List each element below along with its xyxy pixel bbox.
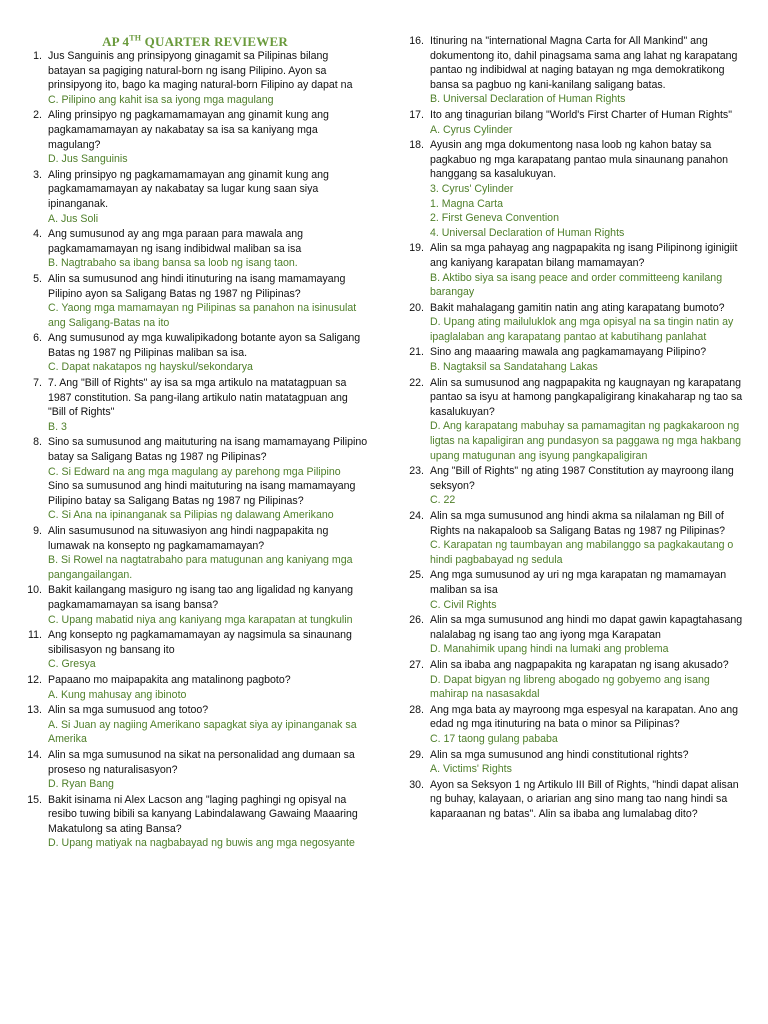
question-text: Alin sa mga sumusunod ang hindi akma sa nilalaman ng Bill of Rights na nakapaloob sa Saligang Batas ng 1987 ng Pilipinas? (430, 510, 726, 537)
answer-option: 2. First Geneva Convention (430, 212, 559, 225)
question-text: Alin sa ibaba ang nagpapakita ng karapatan ng isang akusado? (430, 658, 729, 671)
answer-text: B. Si Rowel na nagtatrabaho para matugunan ang kaniyang mga pangangailangan. (48, 554, 353, 581)
question-text: Alin sa mga pahayag ang nagpapakita ng isang Pilipinong iginigiit ang kaniyang karapatan bilang mamamayan? (430, 242, 738, 269)
question-number: 30. (409, 778, 424, 791)
question-number: 18. (409, 139, 424, 152)
question-item (404, 138, 746, 240)
question-number: 23. (409, 465, 424, 478)
answer-text: C. Gresya (48, 658, 96, 671)
question-item (22, 748, 368, 792)
question-item (404, 778, 746, 822)
question-item (404, 108, 746, 137)
answer-text: D. Manahimik upang hindi na lumaki ang problema (430, 643, 669, 656)
question-number: 17. (409, 108, 424, 121)
question-text: Ang sumusunod ay mga kuwalipikadong botante ayon sa Saligang Batas ng 1987 ng Pilipinas maliban sa isa. (48, 332, 361, 359)
question-number: 6. (33, 332, 42, 345)
right-column (404, 34, 746, 822)
question-item (22, 227, 368, 271)
answer-text: C. 17 taong gulang pababa (430, 732, 558, 745)
answer-text: D. Upang matiyak na nagbabayad ng buwis ang mga negosyante (48, 837, 355, 850)
answer-text: C. Dapat nakatapos ng hayskul/sekondarya (48, 361, 253, 374)
question-number: 26. (409, 614, 424, 627)
question-text: Bakit mahalagang gamitin natin ang ating karapatang bumoto? (430, 301, 725, 314)
question-number: 5. (33, 272, 42, 285)
question-text: Ang "Bill of Rights" ng ating 1987 Constitution ay mayroong ilang seksyon? (430, 465, 734, 492)
question-number: 22. (409, 376, 424, 389)
question-text: Ang konsepto ng pagkamamamayan ay nagsimula sa sinaunang sibilisasyon ng bansang ito (48, 629, 352, 656)
question-item (22, 524, 368, 582)
question-item (404, 464, 746, 508)
question-text: Ang mga sumusunod ay uri ng mga karapatan ng mamamayan maliban sa isa (430, 569, 727, 596)
answer-option: 1. Magna Carta (430, 197, 504, 210)
answer-option: 4. Universal Declaration of Human Rights (430, 226, 625, 239)
question-number: 10. (27, 584, 42, 597)
left-column (22, 34, 368, 852)
question-item (22, 583, 368, 627)
question-text: Alin sa mga sumusunod ang hindi mo dapat gawin kapagtahasang nalalabag ng isang tao ang iyong mga Karapatan (430, 614, 743, 641)
question-number: 3. (33, 168, 42, 181)
question-text: Bakit isinama ni Alex Lacson ang "laging paghingi ng opisyal na resibo tuwing bibili sa kanyang Labindalawang Gawaing Maaaring Makatulong sa ating Bansa? (48, 793, 358, 835)
question-text: 7. Ang "Bill of Rights" ay isa sa mga artikulo na matatagpuan sa 1987 constitution. Sa pang-ilang artikulo natin matatagpuan ang "Bill of Rights" (48, 377, 348, 419)
question-text: Aling prinsipyo ng pagkamamamayan ang ginamit kung ang pagkamamamayan ay nakabatay sa isa sa kaniyang mga magulang? (48, 109, 329, 151)
question-number: 13. (27, 704, 42, 717)
question-item (404, 658, 746, 702)
answer-text: A. Kung mahusay ang ibinoto (48, 688, 187, 701)
answer-text: D. Jus Sanguinis (48, 153, 128, 166)
question-text: Aling prinsipyo ng pagkamamamayan ang ginamit kung ang pagkamamamayan ay nakabatay sa lugar kung saan siya ipinanganak. (48, 168, 329, 210)
question-item (404, 376, 746, 464)
answer-text: C. Si Edward na ang mga magulang ay parehong mga Pilipino (48, 465, 341, 478)
question-number: 25. (409, 569, 424, 582)
question-number: 24. (409, 510, 424, 522)
answer-text: C. Karapatan ng taumbayan ang mabilanggo sa pagkakautang o hindi pagbabayad ng sedula (430, 539, 734, 566)
question-text: Ayusin ang mga dokumentong nasa loob ng kahon batay sa pagkabuo ng mga karapatang pantao mula sinaunang panahon hanggang sa kasalukuyan. (430, 139, 729, 181)
answer-text: B. Universal Declaration of Human Rights (430, 93, 626, 106)
question-number: 2. (33, 109, 42, 122)
answer-text: B. Nagtaksil sa Sandatahang Lakas (430, 361, 598, 374)
question-text: Ang sumusunod ay ang mga paraan para mawala ang pagkamamamayan ng isang indibidwal maliban sa isa (48, 228, 304, 255)
question-number: 11. (28, 629, 42, 642)
question-item (22, 168, 368, 226)
question-item (404, 509, 746, 567)
question-number: 14. (27, 748, 42, 761)
question-number: 4. (33, 228, 42, 241)
question-text: Sino ang maaaring mawala ang pagkamamayang Pilipino? (430, 346, 707, 359)
question-number: 15. (27, 793, 42, 806)
question-item (22, 793, 368, 851)
question-text: Alin sa sumusunod ang hindi itinuturing na isang mamamayang Pilipino ayon sa Saligang Batas ng 1987 ng Pilipinas? (48, 272, 346, 300)
answer-text: A. Jus Soli (48, 212, 99, 225)
question-number: 16. (409, 35, 424, 47)
question-number: 7. (33, 377, 42, 390)
answer-text: C. Si Ana na ipinanganak sa Pilipias ng dalawang Amerikano (48, 509, 334, 522)
answer-text: C. Civil Rights (430, 598, 497, 611)
answer-text: D. Upang ating mailuluklok ang mga opisyal na sa tingin natin ay ipaglalaban ang karapatang pantao at kabutihang panlahat (430, 316, 734, 343)
answer-text: C. Upang mabatid niya ang kaniyang mga karapatan at tungkulin (48, 613, 353, 626)
answer-text: B. Nagtrabaho sa ibang bansa sa loob ng isang taon. (48, 257, 298, 270)
question-number: 29. (409, 748, 424, 761)
question-item (22, 272, 368, 330)
question-text: Papaano mo maipapakita ang matalinong pagboto? (48, 673, 291, 686)
question-item (404, 301, 746, 345)
question-text: Ang mga bata ay mayroong mga espesyal na karapatan. Ano ang edad ng mga itinuturing na bata o minor sa Pilipinas? (430, 703, 739, 731)
question-number: 19. (409, 242, 424, 255)
title-suffix: QUARTER REVIEWER (141, 34, 288, 49)
question-number: 21. (409, 346, 424, 359)
answer-text: B. 3 (48, 420, 67, 433)
answer-text: 3. Cyrus' Cylinder (430, 182, 514, 195)
question-item (404, 345, 746, 374)
question-text: Bakit kailangang masiguro ng isang tao ang ligalidad ng kanyang pagkamamamayan sa isang bansa? (48, 584, 354, 611)
question-item (404, 34, 746, 107)
question-number: 27. (409, 658, 424, 671)
question-item (404, 748, 746, 777)
question-item (22, 108, 368, 166)
question-number: 9. (33, 525, 42, 537)
question-text: Sino sa sumusunod ang maituturing na isang mamamayang Pilipino batay sa Saligang Batas ng 1987 ng Pilipinas? (48, 436, 368, 464)
answer-text: A. Cyrus Cylinder (430, 123, 513, 136)
question-text: Alin sasumusunod na situwasiyon ang hindi nagpapakita ng lumawak na konsepto ng pagkamamamayan? (48, 525, 329, 552)
question-number: 1. (33, 50, 42, 62)
answer-text: B. Aktibo siya sa isang peace and order committeeng kanilang barangay (430, 271, 723, 299)
question-number: 28. (409, 703, 424, 716)
answer-text: A. Victims' Rights (430, 763, 512, 776)
question-number: 12. (27, 673, 42, 686)
question-item (22, 435, 368, 523)
question-text: Jus Sanguinis ang prinsipyong ginagamit sa Pilipinas bilang batayan sa pagiging natural-born ng isang Pilipino. Ayon sa prinsipyong ito, bago ka maging natural-born Filipino ay dapat na (48, 50, 353, 92)
answer-text: A. Si Juan ay nagiing Amerikano sapagkat siya ay ipinanganak sa Amerika (48, 718, 357, 746)
question-text: Alin sa sumusunod ang nagpapakita ng kaugnayan ng karapatang pantao sa isyu at hamong pangkapaligirang kinakaharap ng tao sa kasalukuyan? (430, 376, 743, 418)
question-text: Ito ang tinagurian bilang "World's First Charter of Human Rights" (430, 108, 732, 121)
question-number: 20. (409, 301, 424, 314)
question-item (404, 703, 746, 747)
title-superscript: TH (129, 33, 142, 43)
answer-text: D. Dapat bigyan ng libreng abogado ng gobyemo ang isang mahirap na nasasakdal (430, 673, 710, 701)
answer-text: D. Ang karapatang mabuhay sa pamamagitan ng pagkakaroon ng ligtas na kapaligiran ang pundasyon sa paggawa ng mga hakbang upang matugunan ang isyung pangkapaligiran (430, 420, 741, 462)
title-prefix: AP 4 (102, 34, 130, 49)
answer-text: C. Pilipino ang kahit isa sa iyong mga magulang (48, 93, 274, 106)
answer-text: D. Ryan Bang (48, 778, 114, 791)
question-text: Ayon sa Seksyon 1 ng Artikulo III Bill of Rights, "hindi dapat alisan ng buhay, kalayaan, o ariarian ang sino mang tao nang hindi sa kaparaanan ng batas". Alin sa ibaba ang lumalabag dito? (430, 778, 739, 820)
question-number: 8. (33, 436, 42, 449)
question-text: Sino sa sumusunod ang hindi maituturing na isang mamamayang Pilipino batay sa Saligang Batas ng 1987 ng Pilipinas? (48, 480, 356, 507)
question-item (22, 376, 368, 434)
question-item (404, 241, 746, 299)
question-item (404, 568, 746, 612)
question-item (22, 673, 368, 702)
question-item (22, 49, 368, 107)
question-item (404, 613, 746, 657)
question-item (22, 703, 368, 747)
answer-text: C. Yaong mga mamamayan ng Pilipinas sa panahon na isinusulat ang Saligang-Batas na ito (48, 302, 357, 329)
question-text: Alin sa mga sumusunod ang hindi constitutional rights? (430, 748, 689, 761)
question-text: Alin sa mga sumusuod ang totoo? (48, 704, 209, 717)
question-item (22, 331, 368, 375)
question-text: Alin sa mga sumusunod na sikat na personalidad ang dumaan sa proseso ng naturalisasyon? (48, 748, 355, 776)
answer-text: C. 22 (430, 494, 456, 507)
question-item (22, 628, 368, 672)
question-text: Itinuring na "international Magna Carta for All Mankind" ang dokumentong ito, dahil pinagsama sama ang lahat ng karapatang pantao ng indibidwal at naging batayan ng mga demokratikong bansa sa pagbuo ng kani-kanilang saligang batas. (430, 35, 738, 91)
